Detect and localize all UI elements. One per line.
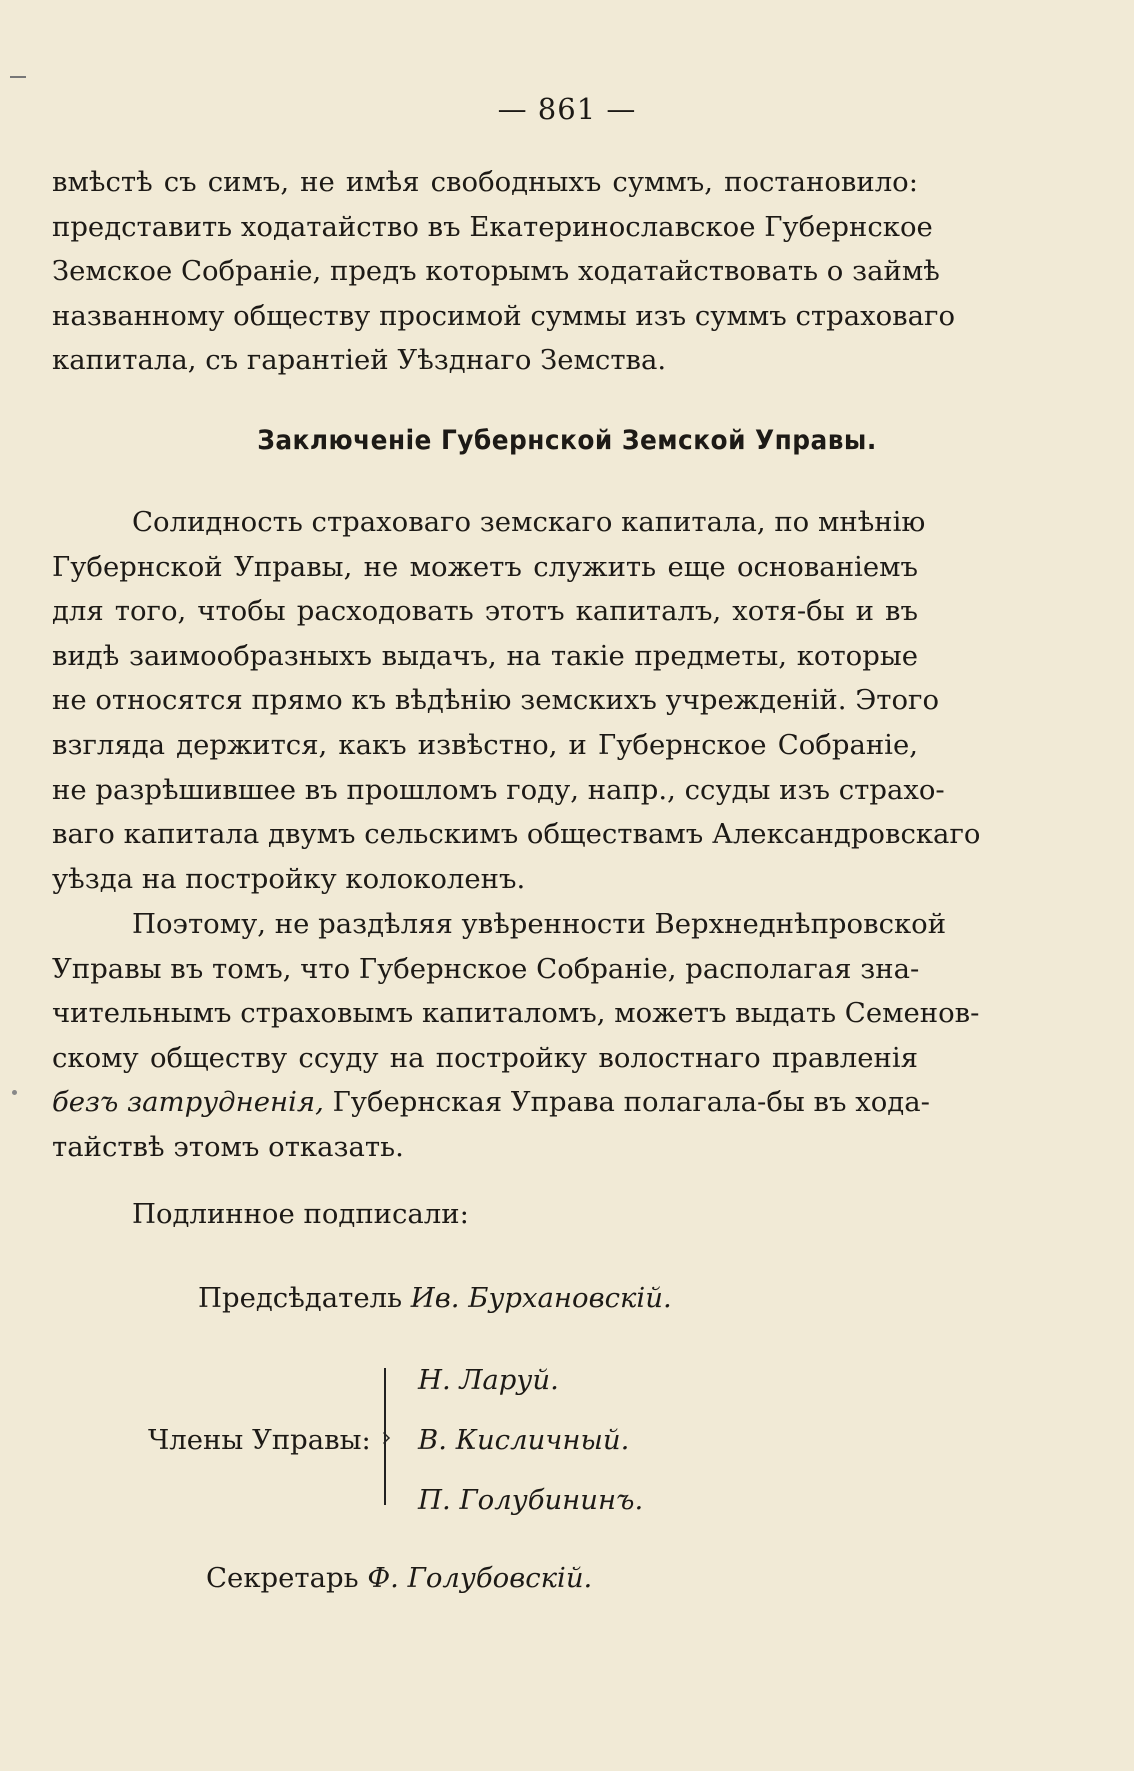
text-line: Поэтому, не раздѣляя увѣренности Верхнеднѣпровской: [132, 908, 947, 940]
chair-name: Ив. Бурхановскій.: [410, 1282, 672, 1314]
text-fragment: Губернская Управа полагала-бы въ хода-: [323, 1086, 930, 1119]
text-line: представить ходатайство въ Екатеринославское Губернское: [52, 210, 933, 243]
text-line: Земское Собраніе, предъ которымъ ходатайствовать о займѣ: [52, 255, 940, 288]
text-line: для того, чтобы расходовать этотъ капиталъ, хотя-бы и въ: [52, 595, 918, 628]
text-line: ваго капитала двумъ сельскимъ обществамъ Александровскаго: [52, 818, 981, 851]
margin-dash: [10, 76, 26, 78]
text-line: названному обществу просимой суммы изъ суммъ страховаго: [52, 299, 956, 332]
text-line: уѣзда на постройку колоколенъ.: [52, 862, 526, 895]
signatures-intro: Подлинное подписали:: [132, 1198, 469, 1230]
member-name: П. Голубининъ.: [418, 1484, 644, 1516]
secretary-name: Ф. Голубовскій.: [367, 1562, 593, 1594]
text-line: скому обществу ссуду на постройку волостнаго правленія: [52, 1041, 918, 1074]
member-name: В. Кисличный.: [418, 1424, 630, 1456]
text-line: вмѣстѣ съ симъ, не имѣя свободныхъ суммъ, постановило:: [52, 166, 918, 198]
secretary-title: Секретарь: [206, 1562, 359, 1594]
members-label: Члены Управы:: [148, 1424, 371, 1456]
paragraph-3: [52, 902, 980, 1170]
text-line: [52, 1080, 930, 1125]
chair-signature: [198, 1282, 672, 1314]
text-line: тайствѣ этомъ отказать.: [52, 1130, 404, 1163]
text-line: не разрѣшившее въ прошломъ году, напр., ссуды изъ страхо-: [52, 773, 945, 806]
text-line: капитала, съ гарантіей Уѣзднаго Земства.: [52, 344, 667, 377]
italic-phrase: безъ затрудненія,: [52, 1086, 324, 1119]
text-line: не относятся прямо къ вѣдѣнію земскихъ учрежденій. Этого: [52, 684, 940, 717]
text-line: Солидность страховаго земскаго капитала, по мнѣнію: [132, 506, 926, 538]
section-heading: Заключеніе Губернской Земской Управы.: [257, 425, 877, 456]
page-number: — 861 —: [497, 92, 637, 126]
paragraph-2: [52, 500, 981, 901]
text-line: видѣ заимообразныхъ выдачъ, на такіе предметы, которые: [52, 639, 918, 672]
text-line: Губернской Управы, не можетъ служить еще основаніемъ: [52, 550, 918, 583]
margin-dot: [12, 1090, 17, 1095]
chair-title: Предсѣдатель: [198, 1282, 403, 1314]
member-name: Н. Ларуй.: [418, 1364, 559, 1396]
text-line: чительнымъ страховымъ капиталомъ, можетъ выдать Семенов-: [52, 997, 980, 1030]
secretary-signature: [206, 1562, 592, 1594]
text-line: Управы въ томъ, что Губернское Собраніе, располагая зна-: [52, 952, 920, 985]
text-line: взгляда держится, какъ извѣстно, и Губернское Собраніе,: [52, 728, 918, 761]
paragraph-1: [52, 160, 956, 383]
